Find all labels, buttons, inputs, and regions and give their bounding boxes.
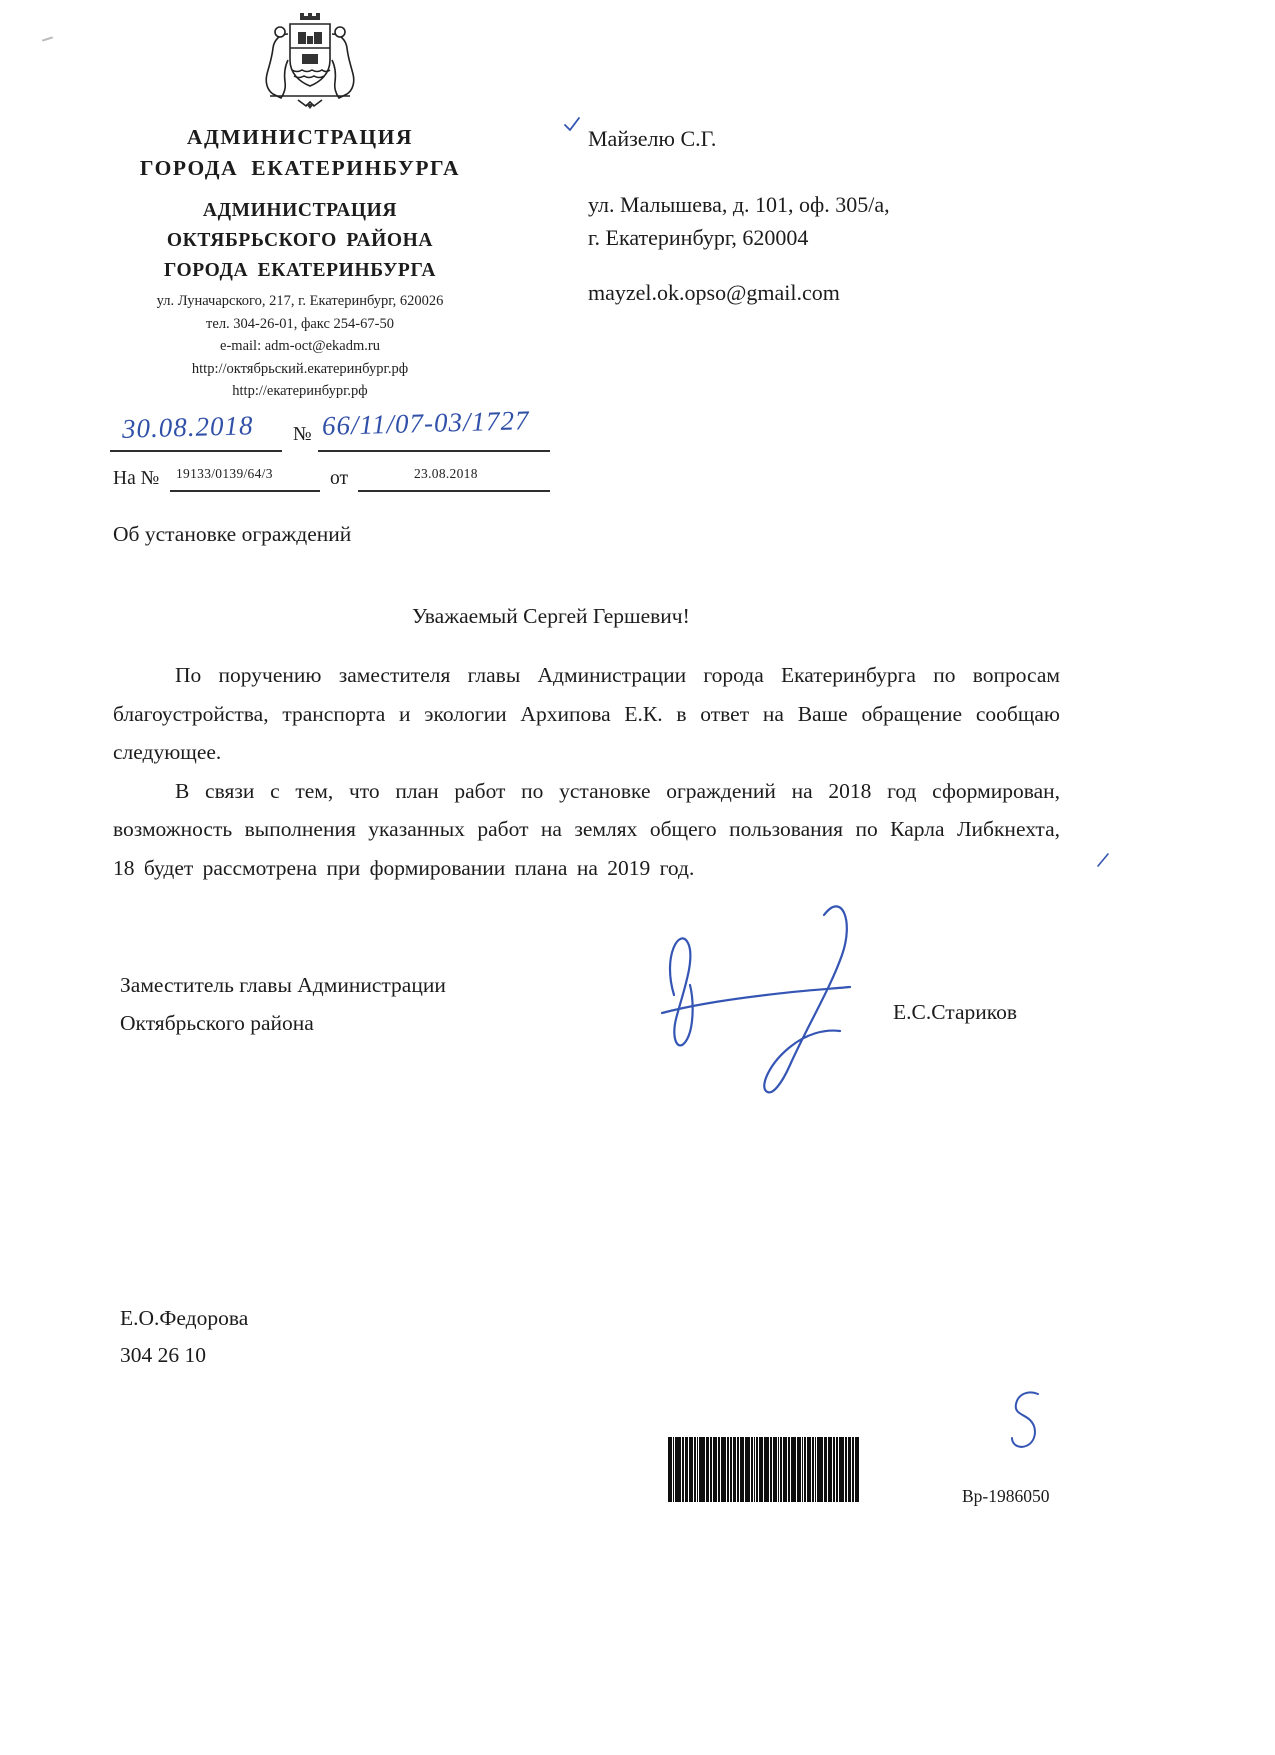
department-name [90,196,510,286]
number-sign: № [293,424,312,445]
date-line [110,450,282,452]
signer-title-line1: Заместитель главы Администрации [120,973,446,997]
subject-line: Об установке ограждений [113,522,352,546]
signer-title-line2: Октябрьского района [120,1011,314,1035]
barcode-bars [668,1437,918,1502]
reply-number: 19133/0139/64/3 [176,466,273,481]
outgoing-date-handwritten: 30.08.2018 [121,410,254,444]
recipient-address-line2: г. Екатеринбург, 620004 [588,225,809,250]
barcode-label: Вр-1986050 [962,1486,1050,1506]
department-line1: АДМИНИСТРАЦИЯ [202,200,398,221]
reply-from-label: от [330,468,349,489]
executor-block [120,1300,248,1374]
body-paragraph-1: По поручению заместителя главы Администрации города Екатеринбурга по вопросам благоустройства, транспорта и экологии Архипова Е.К. в ответ на Ваше обращение сообщаю следующее. [113,663,1060,764]
letterhead-contacts [90,290,510,403]
signer-title [120,966,446,1042]
handwritten-mark [1006,1388,1046,1455]
margin-ink-mark [1096,852,1110,873]
org-name-line1: АДМИНИСТРАЦИЯ [186,125,414,149]
recipient-name: Майзелю С.Г. [588,126,717,151]
outgoing-number-handwritten: 66/11/07-03/1727 [321,405,530,441]
letter-body [113,656,1060,887]
department-line2: ОКТЯБРЬСКОГО РАЙОНА [166,230,434,251]
letterhead-phone: тел. 304-26-01, факс 254-67-50 [206,315,394,332]
letterhead-site1: http://октябрьский.екатеринбург.рф [191,360,409,377]
org-name [90,122,510,184]
number-line [318,450,550,452]
checkmark-icon [563,116,581,134]
department-line3: ГОРОДА ЕКАТЕРИНБУРГА [163,260,437,281]
recipient-address [588,188,890,254]
letterhead-site2: http://екатеринбург.рф [232,383,368,399]
salutation: Уважаемый Сергей Гершевич! [412,604,690,628]
recipient-address-line1: ул. Малышева, д. 101, оф. 305/а, [588,192,890,217]
reply-number-line [170,490,320,492]
reply-date-line [358,490,550,492]
executor-phone: 304 26 10 [120,1343,206,1367]
recipient-email: mayzel.ok.opso@gmail.com [588,280,840,305]
signature-ink [628,885,898,1100]
reply-label: На № [113,468,160,489]
coat-of-arms-icon [250,8,370,112]
reply-date: 23.08.2018 [414,466,478,481]
executor-name: Е.О.Федорова [120,1306,249,1330]
letterhead-email: e-mail: adm-oct@ekadm.ru [220,338,380,354]
letterhead-address: ул. Луначарского, 217, г. Екатеринбург, 620026 [156,293,444,309]
scan-artifact [42,36,53,41]
body-paragraph-2: В связи с тем, что план работ по установке ограждений на 2018 год сформирован, возможность выполнения указанных работ на землях общего пользования по Карла Либкнехта, 18 будет рассмотрена при формировании плана на 2019 год. [113,778,1060,880]
signer-name: Е.С.Стариков [893,1000,1017,1024]
barcode [668,1437,918,1502]
org-name-line2: ГОРОДА ЕКАТЕРИНБУРГА [139,156,461,180]
